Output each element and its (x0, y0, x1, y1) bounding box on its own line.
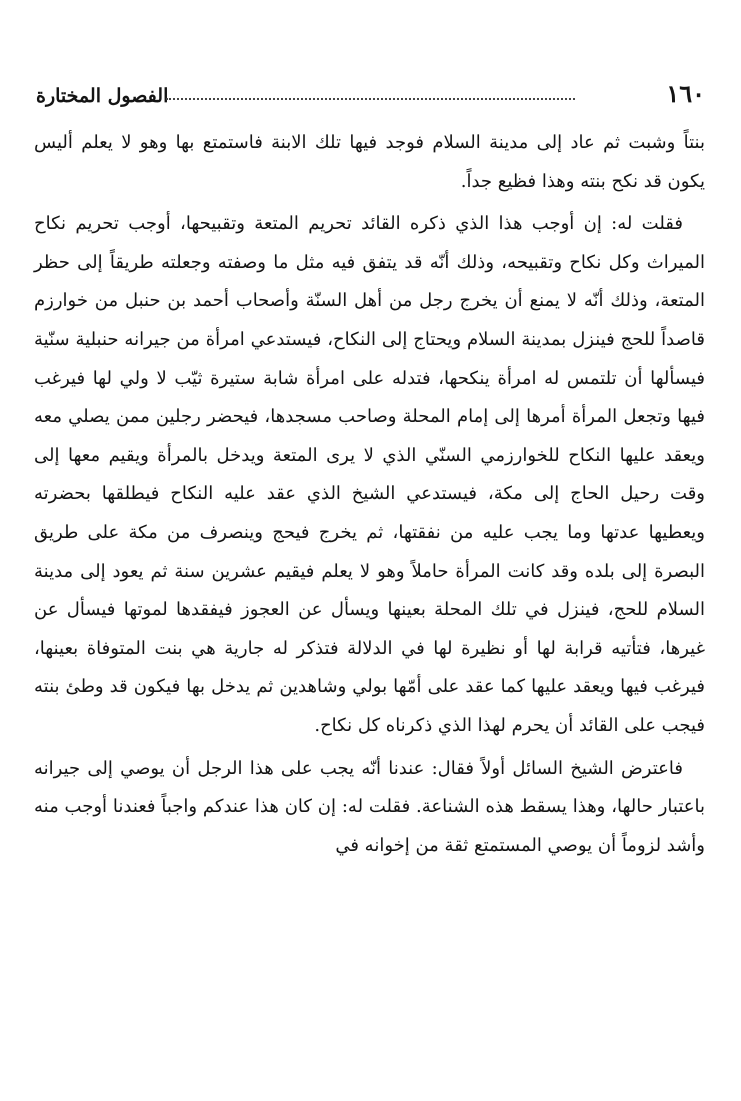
running-header (36, 70, 705, 106)
paragraph: بنتاً وشبت ثم عاد إلى مدينة السلام فوجد فيها تلك الابنة فاستمتع بها وهو لا يعلم أليس يكون قد نكح بنته وهذا فظيع جداً. (34, 132, 705, 192)
book-title: الفصول المختارة (36, 85, 169, 107)
body-text (34, 124, 705, 869)
header-dotted-rule (166, 98, 575, 100)
paragraph: فاعترض الشيخ السائل أولاً فقال: عندنا أنّه يجب على هذا الرجل أن يوصي إلى جيرانه باعتبار حالها، وهذا يسقط هذه الشناعة. فقلت له: إن كان هذا عندكم واجباً فعندنا أوجب منه وأشد لزوماً أن يوصي المستمتع ثقة من إخوانه في (34, 757, 705, 856)
paragraph: فقلت له: إن أوجب هذا الذي ذكره القائد تحريم المتعة وتقبيحها، أوجب تحريم نكاح الميراث وكل نكاح وتقبيحه، وذلك أنّه قد يتفق فيه مثل ما وصفته وجعلته طريقاً إلى حظر المتعة، وذلك أنّه لا يمنع أن يخرج رجل من أهل السنّة وأصحاب أحمد بن حنبل من خوارزم قاصداً للحج فينزل بمدينة السلام ويحتاج إلى النكاح، فيستدعي امرأة من جيرانه حنبلية سنّية فيسألها أن تلتمس له امرأة ينكحها، فتدله على امرأة شابة ستيرة ثيّب لا ولي لها فيرغب فيها وتجعل المرأة أمرها إلى إمام المحلة وصاحب مسجدها، فيحضر رجلين ممن يصلي معه ويعقد عليها النكاح للخوارزمي السنّي الذي لا يرى المتعة ويدخل بالمرأة ويقيم معها إلى وقت رحيل الحاج إلى مكة، فيستدعي الشيخ الذي عقد عليه النكاح فيطلقها بحضرته ويعطيها عدتها وما يجب عليه من نفقتها، ثم يخرج فيحج وينصرف من مكة على طريق البصرة إلى بلده وقد كانت المرأة حاملاً وهو لا يعلم فيقيم عشرين سنة ثم يعود إلى مدينة السلام للحج، فينزل في تلك المحلة بعينها ويسأل عن العجوز فيفقدها لموتها فيسأل عن غيرها، فتأتيه قرابة لها أو نظيرة لها في الدلالة فتذكر له جارية هي بنت المتوفاة بعينها، فيرغب فيها ويعقد عليها كما عقد على أمّها بولي وشاهدين ثم يدخل بها فيكون قد وطئ بنته فيجب على القائد أن يحرم لهذا الذي ذكرناه كل نكاح. (34, 213, 705, 736)
page-number: ١٦٠ (666, 79, 705, 108)
